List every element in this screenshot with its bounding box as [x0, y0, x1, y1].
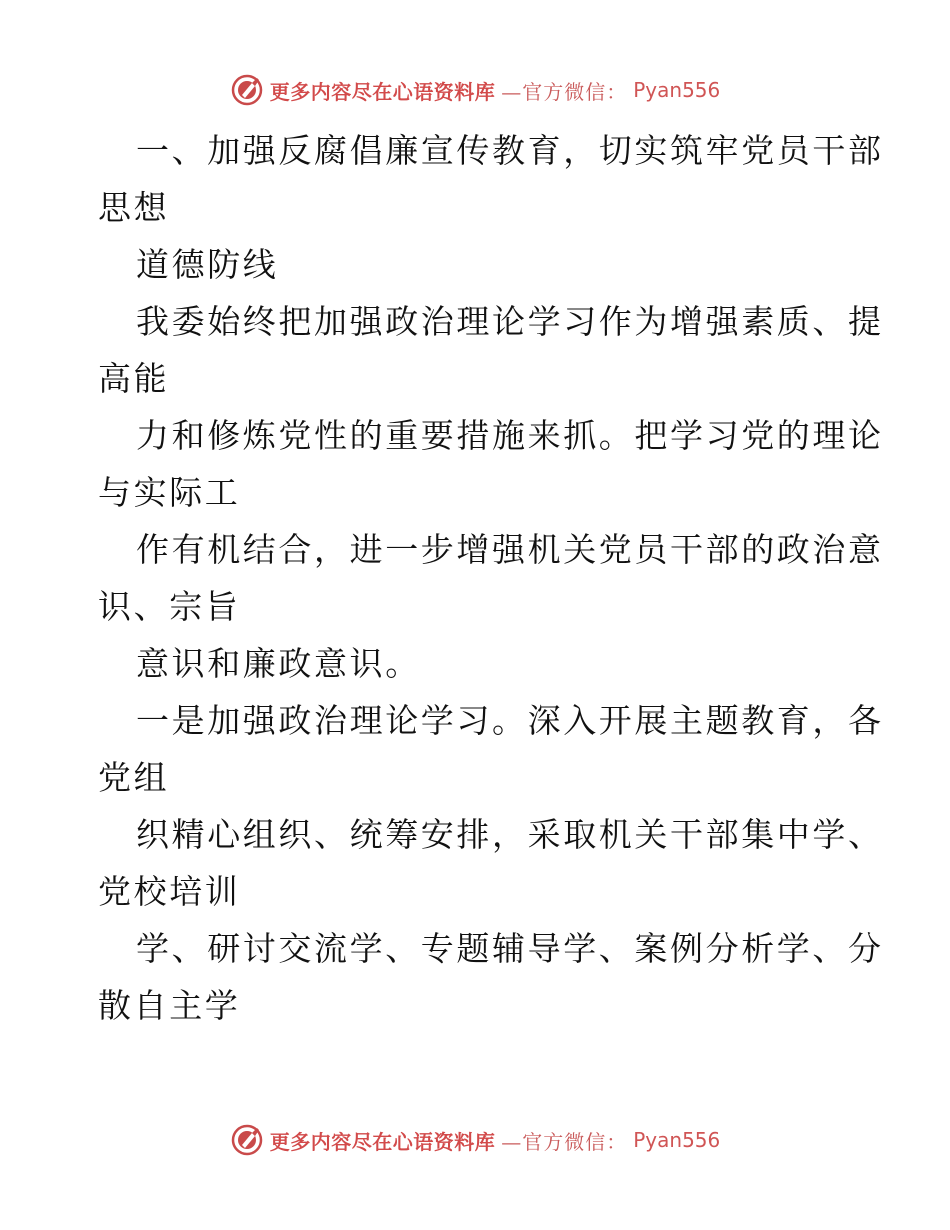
pen-logo-icon: [230, 73, 264, 107]
watermark-wechat-id: Pyan556: [633, 78, 721, 102]
text-line: 散自主学: [98, 986, 241, 1025]
text-line: 党组: [98, 758, 170, 797]
text-line: 道德防线: [136, 245, 279, 284]
document-body: [98, 122, 884, 1034]
watermark-banner-bottom: [0, 1120, 950, 1160]
text-line: 一是加强政治理论学习。深入开展主题教育，各: [136, 701, 884, 740]
watermark-wechat-label: —官方微信：: [501, 79, 628, 104]
text-line: 与实际工: [98, 473, 241, 512]
text-line: 高能: [98, 359, 170, 398]
text-line: 思想: [98, 188, 170, 227]
text-line: 识、宗旨: [98, 587, 241, 626]
text-line: 意识和廉政意识。: [136, 644, 421, 683]
watermark-wechat-label: —官方微信：: [501, 1129, 628, 1154]
text-line: 力和修炼党性的重要措施来抓。把学习党的理论: [136, 416, 884, 455]
watermark-title: 更多内容尽在心语资料库: [269, 79, 496, 104]
text-line: 织精心组织、统筹安排，采取机关干部集中学、: [136, 815, 884, 854]
text-line: 学、研讨交流学、专题辅导学、案例分析学、分: [136, 929, 884, 968]
text-line: 我委始终把加强政治理论学习作为增强素质、提: [136, 302, 884, 341]
pen-logo-icon: [230, 1123, 264, 1157]
watermark-title: 更多内容尽在心语资料库: [269, 1129, 496, 1154]
text-line: 作有机结合，进一步增强机关党员干部的政治意: [136, 530, 884, 569]
watermark-banner-top: [0, 70, 950, 110]
watermark-wechat-id: Pyan556: [633, 1128, 721, 1152]
text-line: 党校培训: [98, 872, 241, 911]
text-line: 一、加强反腐倡廉宣传教育，切实筑牢党员干部: [136, 131, 884, 170]
